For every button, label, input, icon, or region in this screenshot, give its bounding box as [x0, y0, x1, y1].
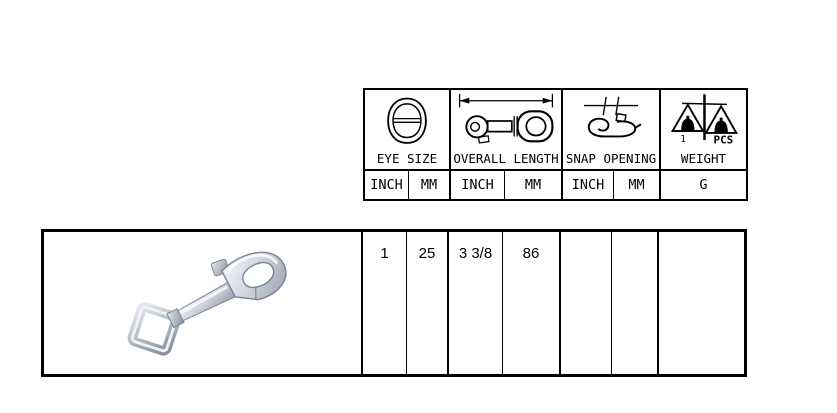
spec-data-table [41, 229, 747, 377]
value-overall-length-mm: 86 [503, 232, 561, 374]
column-group-weight [661, 90, 746, 171]
weight-icon-left-pan-label: 1 [679, 133, 686, 145]
value-weight-g [659, 232, 744, 374]
value-snap-opening-inch [561, 232, 612, 374]
eye-size-icon [365, 90, 449, 152]
value-eye-size-mm: 25 [407, 232, 449, 374]
unit-weight-g: G [699, 177, 708, 193]
eye-size-label: EYE SIZE [376, 151, 438, 166]
product-image-swivel-eye-bolt-snap [115, 241, 315, 365]
weight-scale-icon [661, 90, 746, 152]
unit-overall-length-mm: MM [505, 171, 563, 199]
unit-snap-opening-inch: INCH [563, 171, 614, 199]
product-photo-cell [44, 232, 363, 374]
column-group-snap-opening [563, 90, 661, 171]
snap-opening-icon [563, 90, 659, 152]
value-snap-opening-mm [612, 232, 659, 374]
unit-eye-size-mm: MM [409, 171, 451, 199]
weight-label: WEIGHT [680, 151, 727, 166]
overall-length-icon [451, 90, 561, 152]
snap-opening-label: SNAP OPENING [565, 151, 657, 166]
unit-eye-size-inch: INCH [365, 171, 409, 199]
unit-snap-opening-mm: MM [614, 171, 661, 199]
value-eye-size-inch: 1 [363, 232, 407, 374]
spec-header-table [363, 88, 748, 201]
unit-overall-length-inch: INCH [451, 171, 505, 199]
column-group-eye-size [365, 90, 451, 171]
column-group-overall-length [451, 90, 563, 171]
value-overall-length-inch: 3 3/8 [449, 232, 503, 374]
overall-length-label: OVERALL LENGTH [453, 151, 559, 166]
weight-icon-pcs-label: PCS [713, 133, 733, 147]
